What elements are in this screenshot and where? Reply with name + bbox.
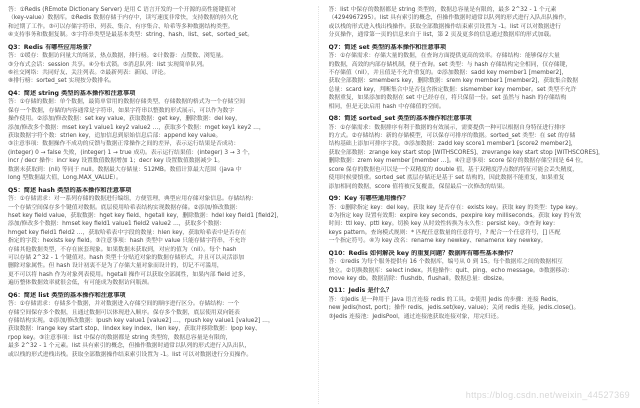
qa-section xyxy=(329,115,633,191)
watermark-text: https://blog.csdn.net/weixin_44527369 xyxy=(465,390,630,400)
question-heading: Q4：简述 string 类型的基本操作和注意事项 xyxy=(8,89,136,97)
question-heading: Q8：简述 sorted_set 类型的基本操作和注意事项 xyxy=(328,115,472,123)
question-heading: Q10：Redis 如何解决 key 的重复问题？数据库有哪些基本操作？ xyxy=(328,249,517,257)
qa-section xyxy=(8,44,312,86)
answer-text: 答：①Jedis 是一种用于 Java 语言连接 redis 的工具。②使用 Jedis 的步骤：连接 Redis， new Jedis(host, port)；操作 redis，jedis.set(key, value)；关闭 redis 连接，jedis.close()。 ③Jedis 连接池：JedisPool，通过连接池获取连接对象，用完归还。 xyxy=(328,296,580,320)
answer-text: 答：①Redis (REmote Dictionary Server) 是用 C 语言开发的一个开源的高性能键值对 （key-value）数据库。②Redis 数据存储于内存中，读写速度非常快，支持数据的持久化 和过期了工作。③可以存储字符串、列表、集合、有序集合、哈希等多种数据结构类型。 ④支持事务和数据复制。⑤字符串类型是最基本类型：string、hash、list、set、sorted_set。 xyxy=(8,7,254,39)
answer-text: 答：①删除指定 key：del key。获取 key 是否存在：exists key。获取 key 的类型：type key。 ②为指定 key 设置有效期：expire key seconds、pexpire key milliseconds。获取 key 的有效 时间：ttl key、pttl key。切换 key 从时效性转换为永久性：persist key。③查询 key： keys pattern。查询模式规则：* 匹配任意数量的任意符号，? 配合一个任意符号，[] 匹配 一个指定符号。④为 key 改名：rename key newkey、renamenx key newkey。 xyxy=(328,204,582,245)
answer-text: 答：①存储需求：数据排序有利于数据的有效展示，需要提供一种可以根据自身特征进行排序 的方式。②存储结构：新的存储模型，可以保存可排序的数据。sorted_set 类型：在 set 的存储 结构基础上添加可排序字段。③添加数据：zadd key score1 member1 [score2 member2]， 获取全部数据：zrange key start stop [WITHSCORES]、zrevrange key start stop [WITHSCORES]， 删除数据：zrem key member [member …]。④注意事项：score 保存的数据存储空间是 64 位， score 保存的数据也可以是一个双精度的 double 值，基于双精度浮点数的特征可能会丢失精度， 使用时候要慎重。sorted_set 底层存储还是基于 set 结构的，因此数据不能重复，如果重复 添加相同的数据，score 值将被反复覆盖，保留最后一次修改的结果。 xyxy=(328,124,604,190)
qa-section xyxy=(8,90,312,183)
question-heading: Q9：Key 有哪些通用操作？ xyxy=(328,194,409,202)
qa-section xyxy=(329,195,633,246)
qa-section xyxy=(329,6,633,40)
qa-section xyxy=(8,187,312,288)
answer-text: 答：①存储需求：对一系列存储的数据进行编组，方便管理，典型应用存储对象信息。存储结构： 一个存储空间保存多个键值对数据。底层使用哈希表结构实现数据存储。②添加/修改数据： hset key field value，获取数据：hget key field、hgetall key，删除数据：hdel key field1 [field2]， 添加/修改多个数据：hmset key field1 value1 field2 value2 …，获取多个数据： hmget key field1 field2 …，获取哈希表中字段的数量：hlen key，获取哈希表中是否存在 指定的字段：hexists key field。③注意事项：hash 类型中 value 只能存储字符串，不允许 存储其他数据类型，不存在嵌套现象。如果数据未获取到，对应的值为（nil）。每个 hash 可以存储 2^32 - 1 个键值对。hash 类型十分贴近对象的数据存储形式，并且可以灵活添加 删除对象属性。但 hash 设计初衷不是为了存储大量对象而设计的，切记不可滥用， 更不可以将 hash 作为对象列表使用。hgetall 操作可以获取全部属性，如果内部 field 过多， 遍历整体数据效率就很会低，有可能成为数据访问瓶颈。 xyxy=(8,196,283,287)
answer-text: 答：①redis 为每个服务提供有 16 个数据库，编号从 0 到 15。每个数据库之间的数据相互 独立。②切换数据库：select index。其他操作：quit、ping、echo message。③数据移动： move key db。数据清除：flushdb、flushall。数据总量：dbsize。 xyxy=(328,259,573,282)
answer-text: 答：①存储需求：存储多个数据，并对数据进入存储空间的顺序进行区分。存储结构：一个 存储空间保存多个数据，且通过数据可以体现进入顺序。保存多个数据，底层使用双向链表 存储结构实现。②添加/修改数据：lpush key value1 [value2] …，rpush key value1 [value2] …， 获取数据：lrange key start stop、lindex key index、llen key，获取并移除数据：lpop key、 rpop key。③注意事项：list 中保存的数据都是 string 类型的，数据总容量是有限的， 最多 2^32 - 1 个元素。list 具有索引的概念，但操作数据时通常以队列的形式进行入队出队， 或以栈的形式进栈出栈。获取全部数据操作结束索引设置为 -1。list 可以对数据进行分页操作。 xyxy=(8,301,274,358)
answer-text: 答：list 中保存的数据都是 string 类型的，数据总容量是有限的，最多 2^32 - 1 个元素 （4294967295）。list 具有索引的概念，但操作数据时通常以队列的形式进行入队出队操作， 或以栈的形式进入栈出栈操作。获取全部数据操作结束索引设置为 -1。list 可以对数据进行 分页操作，通常第一页的信息来自于 list，第 2 页及更多的信息通过数据库的形式加载。 xyxy=(328,7,570,39)
qa-section xyxy=(329,44,633,111)
qa-section xyxy=(8,6,312,40)
answer-text: 答：①缓存：数据访问量大的场景，热点数据，排行榜。②计数器：点赞数、浏览量。 ③分布式会话：session 共享。④分布式锁。⑤消息队列：list 实现简单队列。 ⑥社交网络：共同好友、关注列表。⑦最新列表：新闻、评论。 ⑧排行榜：sorted_set 实现按分数排名。 xyxy=(8,53,228,85)
question-heading: Q3：Redis 有哪些应用场景？ xyxy=(8,43,95,51)
answer-text: 答：①存储的数据：单个数据，最简单常用的数据存储类型，存储数据的格式为一个存储空间 保存一个数据，存储的内容通常是字符串，如果字符串以整数的形式展示，可以作为数字 操作使用。②添加/修改数据：set key value，获取数据：get key，删除数据：del key， 添加/修改多个数据：mset key1 value1 key2 value2 …，获取多个数据：mget key1 key2 …， 获取数据字符个数：strlen key，追加信息到原始信息后部：append key value。 ③注意事项：数据操作不成功的反馈与数据正常操作之间的差异，表示运行结果是否成功： (integer) 0 → false 失败，(integer) 1 → true 成功。表示运行结果值：(integer) 3 → 3 个， incr / decr 操作：incr key 设置数值数据增加 1；decr key 设置数值数据减少 1。 数据未获取到：(nil) 等同于 null。数据最大存储量：512MB。数值计算最大范围（java 中 long 型数据最大值，Long.MAX_VALUE）。 xyxy=(8,99,265,182)
answer-text: 答：①存储需求：存储大量的数据，在查询方面提供更高的效率。存储结构：能够保存大量 的数据，高效的内部存储机制，便于查询。set 类型：与 hash 存储结构完全相同，仅存储键， 不存储值（nil），并且值是不允许重复的。②添加数据：sadd key member1 [member2]， 获取全部数据：smembers key，删除数据：srem key member1 [member2]，获取集合数据 总量：scard key，判断集合中是否包含指定数据：sismember key member。set 类型不允许 数据重复，如果添加的数据在 set 中已经存在，将只保留一份。set 虽然与 hash 的存储结构 相同，但是无法启用 hash 中存储值的空间。 xyxy=(328,53,579,110)
question-heading: Q5：简述 hash 类型的基本操作和注意事项 xyxy=(8,186,132,194)
left-column xyxy=(8,6,319,404)
right-column xyxy=(329,6,633,404)
question-heading: Q7：简述 set 类型的基本操作和注意事项 xyxy=(328,43,447,51)
question-heading: Q11：Jedis 是什么？ xyxy=(328,287,393,295)
qa-section xyxy=(329,287,633,321)
qa-section xyxy=(329,250,633,284)
qa-section xyxy=(8,292,312,359)
question-heading: Q6：简述 list 类型的基本操作和注意事项 xyxy=(8,291,126,299)
